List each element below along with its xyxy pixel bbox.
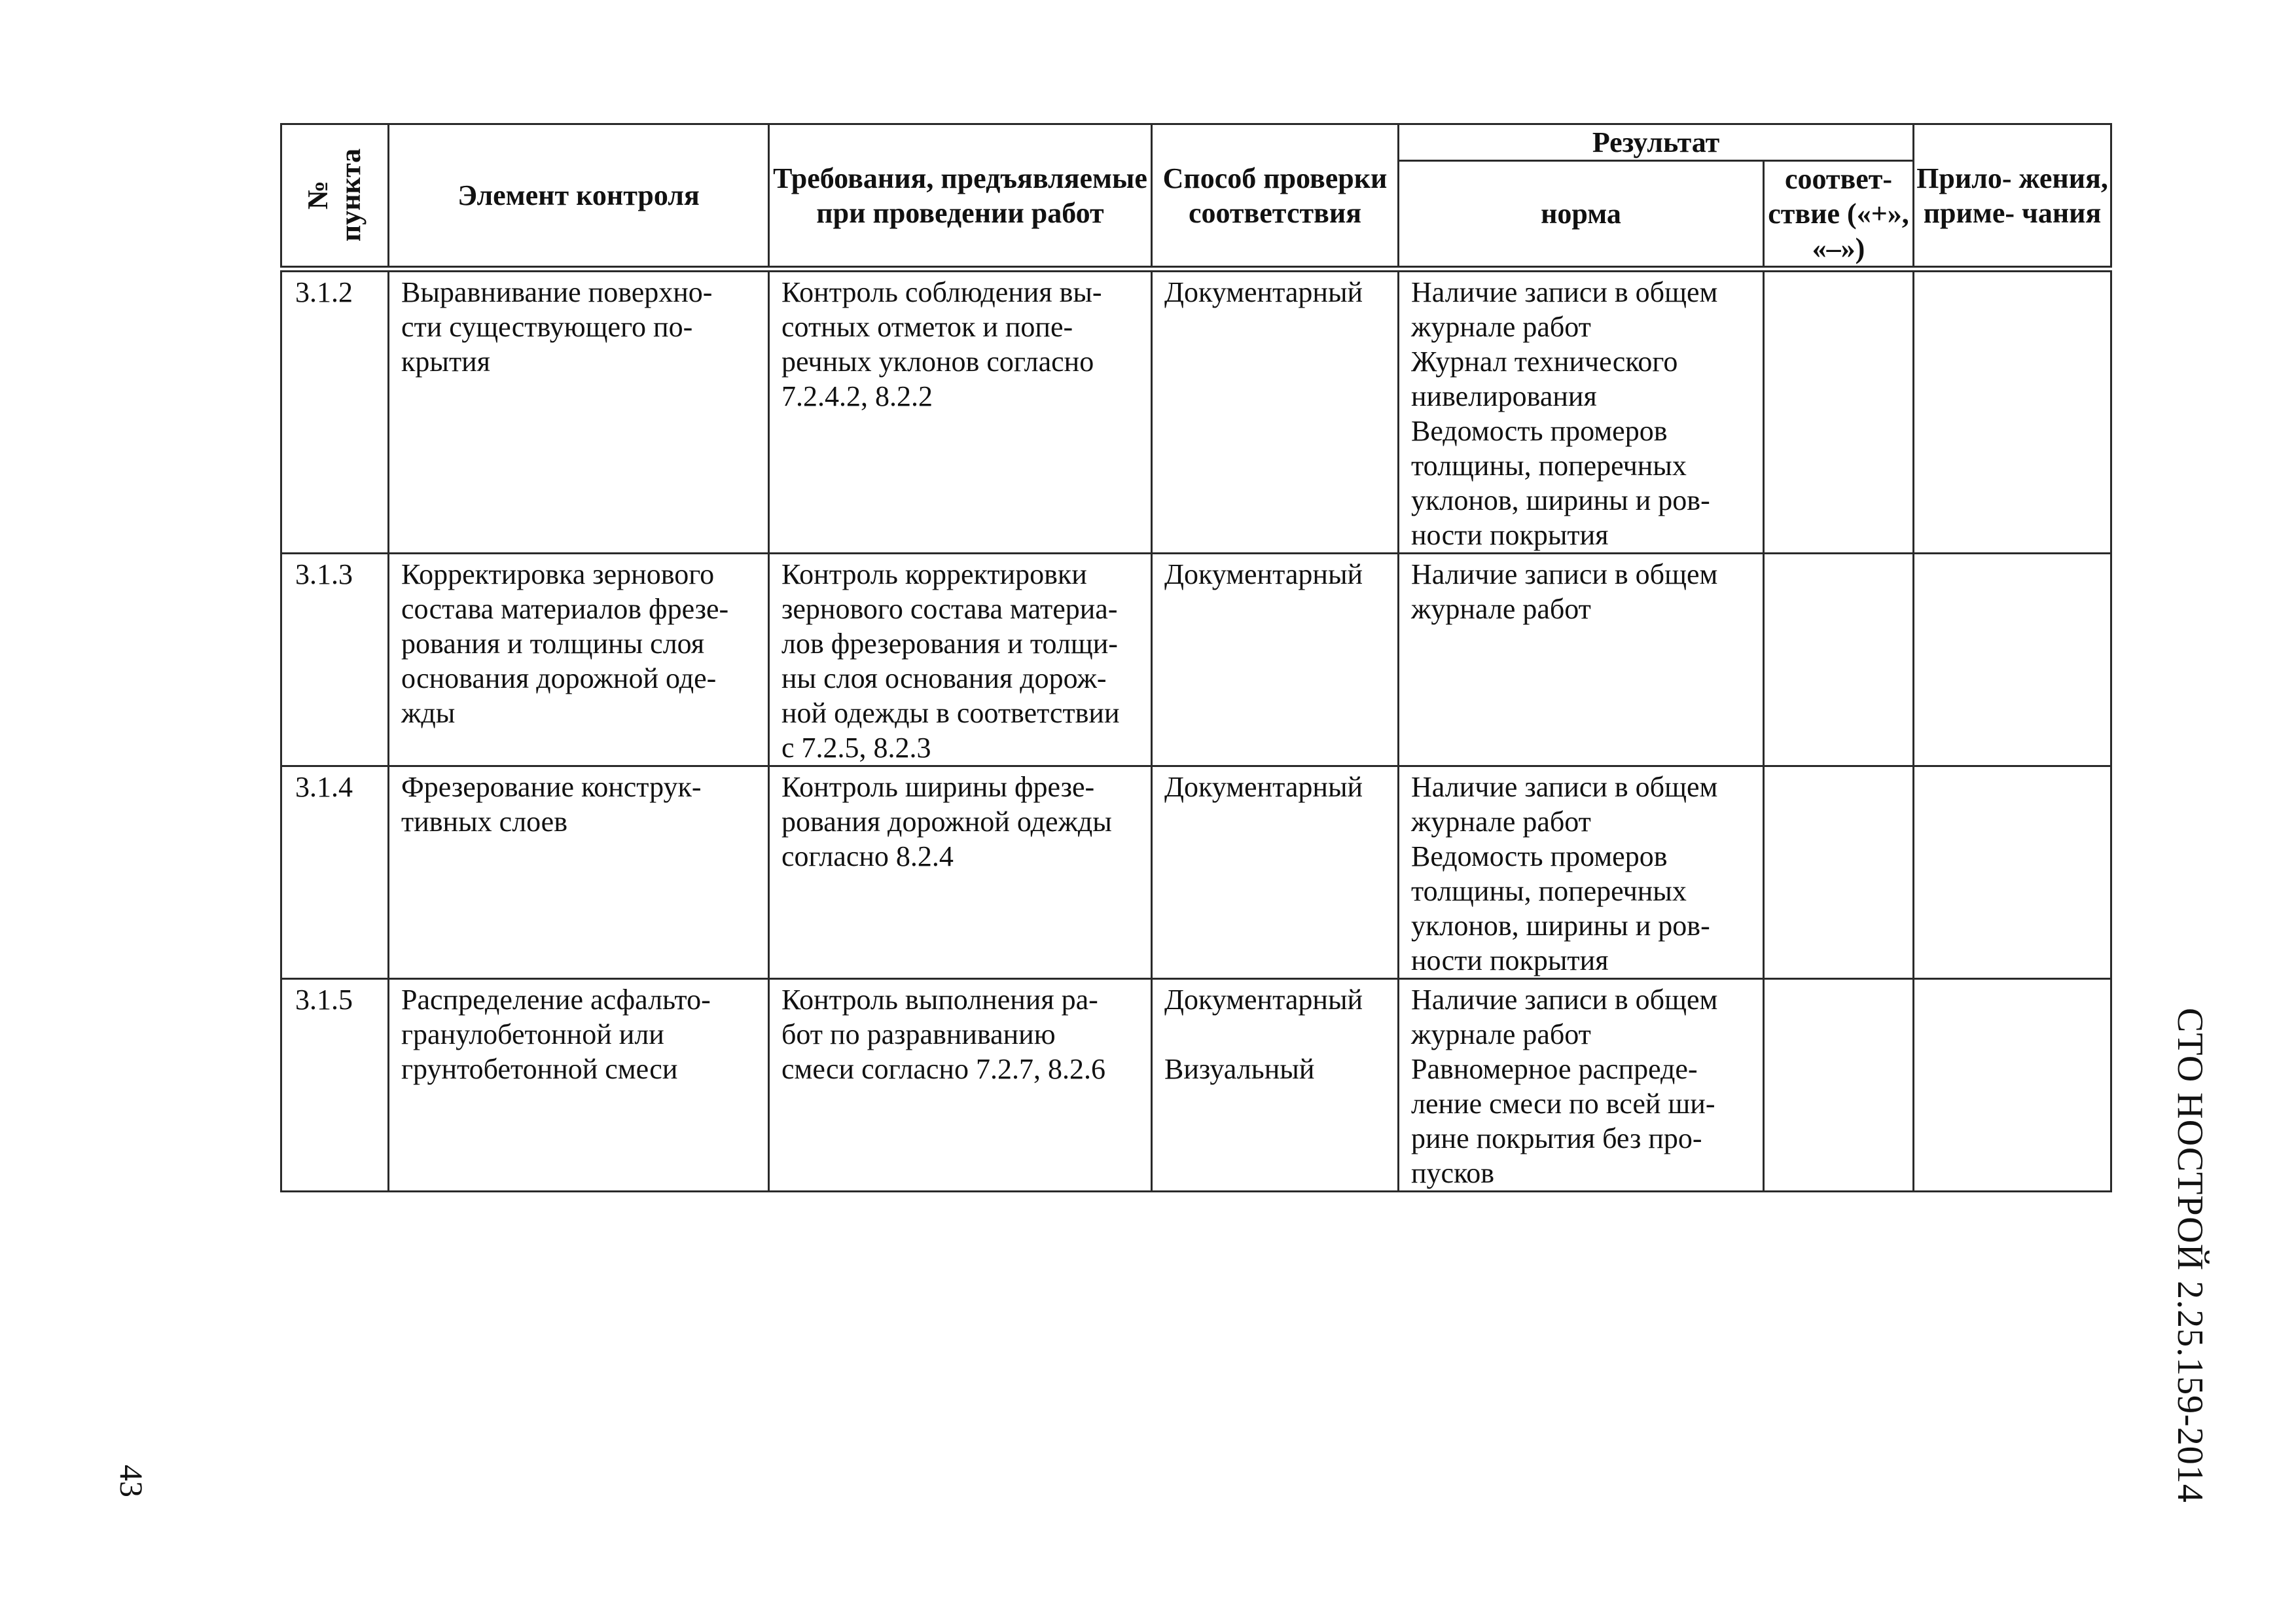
row-norm: Наличие записи в общем журнале работ [1399,554,1764,766]
row-notes [1914,269,2111,554]
control-table [280,123,2112,1192]
row-notes [1914,979,2111,1192]
table-row [281,269,2111,554]
header-result: Результат [1399,124,1914,161]
row-method: Документарный [1152,269,1399,554]
document-code: СТО НОСТРОЙ 2.25.159-2014 [2170,1008,2210,1503]
row-compliance [1764,979,1914,1192]
row-num: 3.1.3 [281,554,389,766]
row-element: Выравнивание поверхно- сти существующего по- крытия [389,269,769,554]
row-norm: Наличие записи в общем журнале работ Равномерное распреде- ление смеси по всей ши- рине покрытия без про- пусков [1399,979,1764,1192]
row-norm: Наличие записи в общем журнале работ Журнал технического нивелирования Ведомость промеров толщины, поперечных уклонов, ширины и ров- ности покрытия [1399,269,1764,554]
row-requirements: Контроль соблюдения вы- сотных отметок и попе- речных уклонов согласно 7.2.4.2, 8.2.2 [769,269,1152,554]
table-row [281,766,2111,979]
header-notes: Прило- жения, приме- чания [1914,124,2111,270]
row-element: Распределение асфальто- гранулобетонной или грунтобетонной смеси [389,979,769,1192]
row-requirements: Контроль выполнения ра- бот по разравниванию смеси согласно 7.2.7, 8.2.6 [769,979,1152,1192]
header-element: Элемент контроля [389,124,769,270]
header-num [281,124,389,270]
header-num-label: № пункта [302,148,367,242]
table-row [281,554,2111,766]
row-num: 3.1.5 [281,979,389,1192]
header-method: Способ проверки соответствия [1152,124,1399,270]
row-compliance [1764,766,1914,979]
row-notes [1914,766,2111,979]
header-compliance: соответ- ствие («+», «–») [1764,161,1914,270]
page-number: 43 [113,1465,150,1497]
row-element: Корректировка зернового состава материалов фрезе- рования и толщины слоя основания дорожной оде- жды [389,554,769,766]
header-row [281,124,2111,161]
row-requirements: Контроль корректировки зернового состава материа- лов фрезерования и толщи- ны слоя основания дорож- ной одежды в соответствии с 7.2.5, 8.2.3 [769,554,1152,766]
table-row [281,979,2111,1192]
row-num: 3.1.4 [281,766,389,979]
row-notes [1914,554,2111,766]
row-method: Документарный Визуальный [1152,979,1399,1192]
row-compliance [1764,269,1914,554]
row-method: Документарный [1152,554,1399,766]
row-compliance [1764,554,1914,766]
row-norm: Наличие записи в общем журнале работ Ведомость промеров толщины, поперечных уклонов, ширины и ров- ности покрытия [1399,766,1764,979]
header-norm: норма [1399,161,1764,270]
row-method: Документарный [1152,766,1399,979]
row-num: 3.1.2 [281,269,389,554]
header-requirements: Требования, предъявляемые при проведении работ [769,124,1152,270]
row-requirements: Контроль ширины фрезе- рования дорожной одежды согласно 8.2.4 [769,766,1152,979]
row-element: Фрезерование конструк- тивных слоев [389,766,769,979]
